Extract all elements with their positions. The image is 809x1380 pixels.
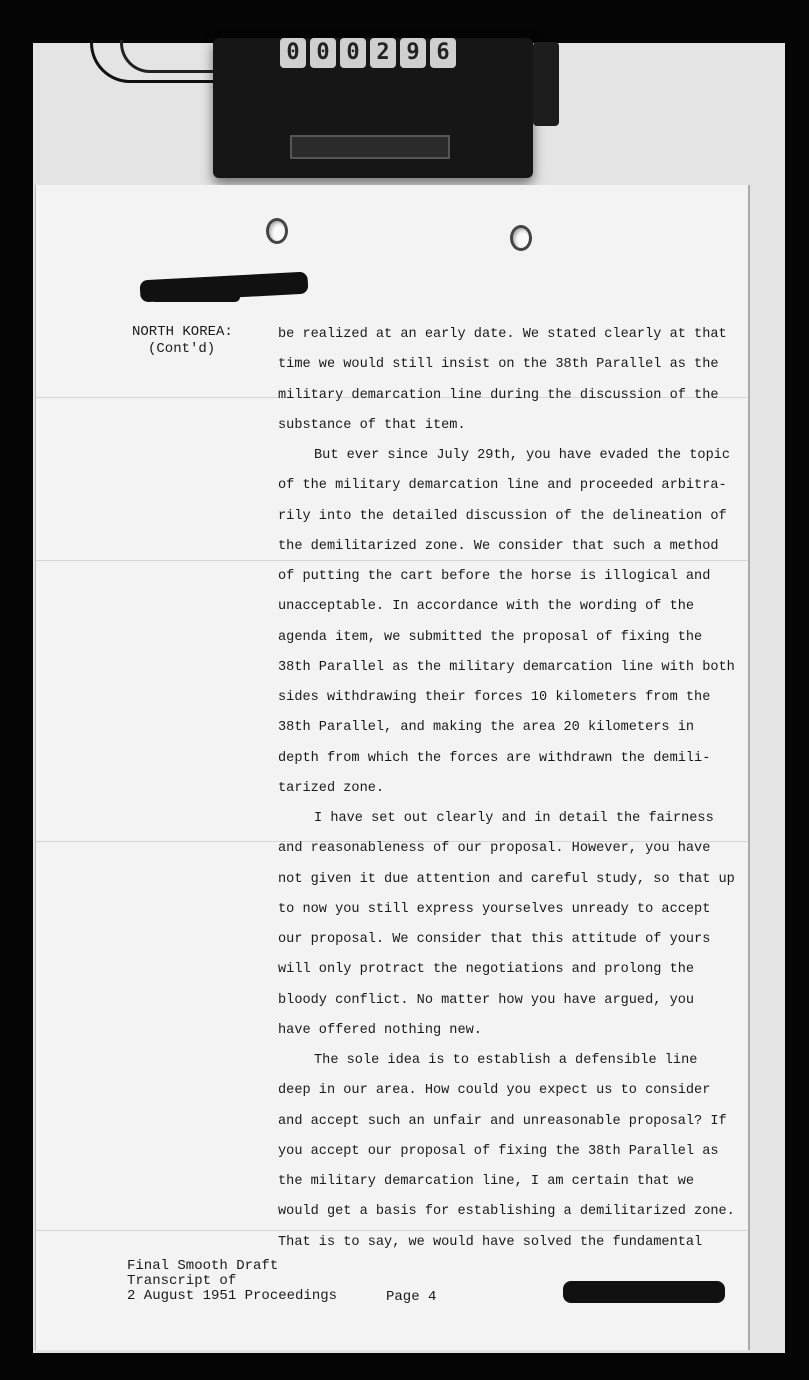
footer-date-label: 2 August 1951 Proceedings (127, 1288, 338, 1304)
body-line: of the military demarcation line and proceeded arbitra- (278, 478, 727, 494)
punch-hole (266, 218, 288, 244)
body-line: and reasonableness of our proposal. However, you have (278, 841, 711, 857)
body-line: sides withdrawing their forces 10 kilometers from the (278, 690, 711, 705)
body-line: have offered nothing new. (278, 1022, 482, 1038)
body-line: be realized at an early date. We stated clearly at that (278, 327, 727, 342)
body-line: The sole idea is to establish a defensible line (314, 1053, 698, 1068)
body-line: the military demarcation line, I am certain that we (278, 1174, 695, 1189)
classification-redaction (563, 1281, 725, 1303)
body-line: bloody conflict. No matter how you have argued, you (278, 992, 695, 1008)
body-line: substance of that item. (278, 417, 466, 433)
frame-counter-digits (280, 38, 456, 68)
body-line: and accept such an unfair and unreasonable proposal? If (278, 1113, 727, 1129)
body-line: not given it due attention and careful study, so that up (278, 871, 735, 887)
body-line: our proposal. We consider that this attitude of yours (278, 932, 711, 947)
footer-transcript-label: Transcript of (127, 1273, 237, 1289)
counter-digit: 0 (310, 38, 336, 68)
speaker-heading (132, 324, 233, 358)
scan-border-bottom (0, 1353, 809, 1380)
counter-digit: 2 (370, 38, 396, 68)
body-line: That is to say, we would have solved the fundamental (278, 1234, 703, 1250)
counter-digit: 6 (430, 38, 456, 68)
body-line: time we would still insist on the 38th Parallel as the (278, 357, 719, 373)
body-line: 38th Parallel as the military demarcation line with both (278, 659, 735, 675)
body-line: rily into the detailed discussion of the delineation of (278, 508, 727, 524)
body-line: unacceptable. In accordance with the wording of the (278, 599, 695, 615)
classification-redaction (150, 292, 240, 302)
counter-label-plate (290, 135, 450, 159)
body-line: But ever since July 29th, you have evaded the topic (314, 448, 731, 463)
scan-border-left (0, 0, 33, 1380)
counter-digit: 0 (340, 38, 366, 68)
punch-hole (510, 225, 532, 251)
body-line: would get a basis for establishing a demilitarized zone. (278, 1204, 735, 1220)
body-line: deep in our area. How could you expect us to consider (278, 1083, 711, 1099)
speaker-name: NORTH KOREA: (132, 324, 233, 340)
body-line: agenda item, we submitted the proposal of fixing the (278, 629, 703, 645)
scan-border-right (785, 0, 809, 1380)
footer-draft-label: Final Smooth Draft (127, 1258, 279, 1274)
transcript-body (278, 320, 735, 1258)
speaker-continued: (Cont'd) (148, 341, 216, 357)
body-line: of putting the cart before the horse is illogical and (278, 569, 711, 584)
body-line: military demarcation line during the discussion of the (278, 387, 719, 403)
frame-counter-knob (533, 42, 559, 126)
body-line: I have set out clearly and in detail the fairness (314, 811, 714, 826)
scan-border-top (0, 0, 809, 43)
body-line: depth from which the forces are withdrawn the demili- (278, 750, 711, 766)
body-line: to now you still express yourselves unready to accept (278, 901, 711, 917)
body-line: tarized zone. (278, 780, 385, 796)
counter-digit: 9 (400, 38, 426, 68)
body-line: will only protract the negotiations and prolong the (278, 962, 695, 978)
counter-digit: 0 (280, 38, 306, 68)
body-line: 38th Parallel, and making the area 20 kilometers in (278, 720, 695, 736)
body-line: you accept our proposal of fixing the 38th Parallel as (278, 1143, 719, 1159)
document-footer (127, 1259, 337, 1304)
page-number: Page 4 (386, 1289, 437, 1305)
body-line: the demilitarized zone. We consider that such a method (278, 538, 719, 554)
